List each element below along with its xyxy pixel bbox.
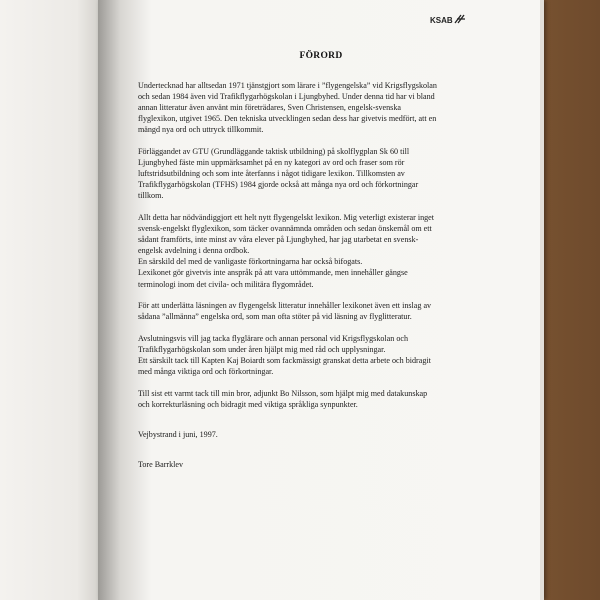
paragraph: För att underlätta läsningen av flygengelsk litteratur innehåller lexikonet även ett inslag av sådana ”allmänna” engelska ord, som man ofta stöter på vid läsning av flyglitteratur. bbox=[138, 301, 432, 322]
header-code: KSAB bbox=[430, 16, 453, 25]
page-title: FÖRORD bbox=[299, 51, 343, 61]
page-edge bbox=[540, 0, 544, 600]
paragraph: Allt detta har nödvändiggjort ett helt nytt flygengelskt lexikon. Mig veterligt existerar inget svensk-engelskt flyglexikon, som täcker ovannämnda områden och sedan önskemål om ett sådant framförts, inte minst av våra elever på Ljungbyhed, har jag utarbetat en svensk- engelsk avdelning i denna ordbok. En särskild del med de vanligaste förkortningarna har också bifogats. Lexikonet gör givetvis inte anspråk på att vara uttömmande, men innehåller gängse terminologi inom det civila- och militära flygområdet. bbox=[138, 212, 435, 289]
preface-body bbox=[138, 80, 478, 470]
paragraph: Undertecknad har alltsedan 1971 tjänstgjort som lärare i ”flygengelska” vid Krigsflygskolan och sedan 1984 även vid Trafikflygarhögskolan i Ljungbyhed. Under denna tid har vi bland annan litteratur även använt min företrädares, Sven Christensen, engelsk-svenska flyglexikon, utgivet 1965. Den tekniska utvecklingen sedan dess har givetvis medfört, att en mängd nya ord och uttryck tillkommit. bbox=[138, 81, 437, 135]
place-date: Vejbystrand i juni, 1997. bbox=[138, 429, 218, 439]
paragraph: Till sist ett varmt tack till min bror, adjunkt Bo Nilsson, som hjälpt mig med datakunskap och korrekturläsning och bidragit med viktiga språkliga synpunkter. bbox=[138, 388, 428, 409]
ksab-logo-icon bbox=[454, 14, 466, 27]
paragraph: Avslutningsvis vill jag tacka flyglärare och annan personal vid Krigsflygskolan och Trafikflygarhögskolan som under åren hjälpt mig med råd och upplysningar. Ett särskilt tack till Kapten Kaj Boiardt som fackmässigt granskat detta arbete och bidragit med många viktiga ord och förkortningar. bbox=[138, 333, 431, 377]
signature: Tore Barrklev bbox=[138, 459, 184, 469]
paragraph: Förläggandet av GTU (Grundläggande taktisk utbildning) på skolflygplan Sk 60 till Ljungbyhed fäste min uppmärksamhet på en ny kategori av ord och fraser som rör luftstridsutbildning och som inte återfanns i något tidigare lexikon. Tillkomsten av Trafikflygarhögskolan (TFHS) 1984 gjorde också att många nya ord och förkortningar tillkom. bbox=[138, 146, 419, 201]
left-page bbox=[0, 0, 110, 600]
